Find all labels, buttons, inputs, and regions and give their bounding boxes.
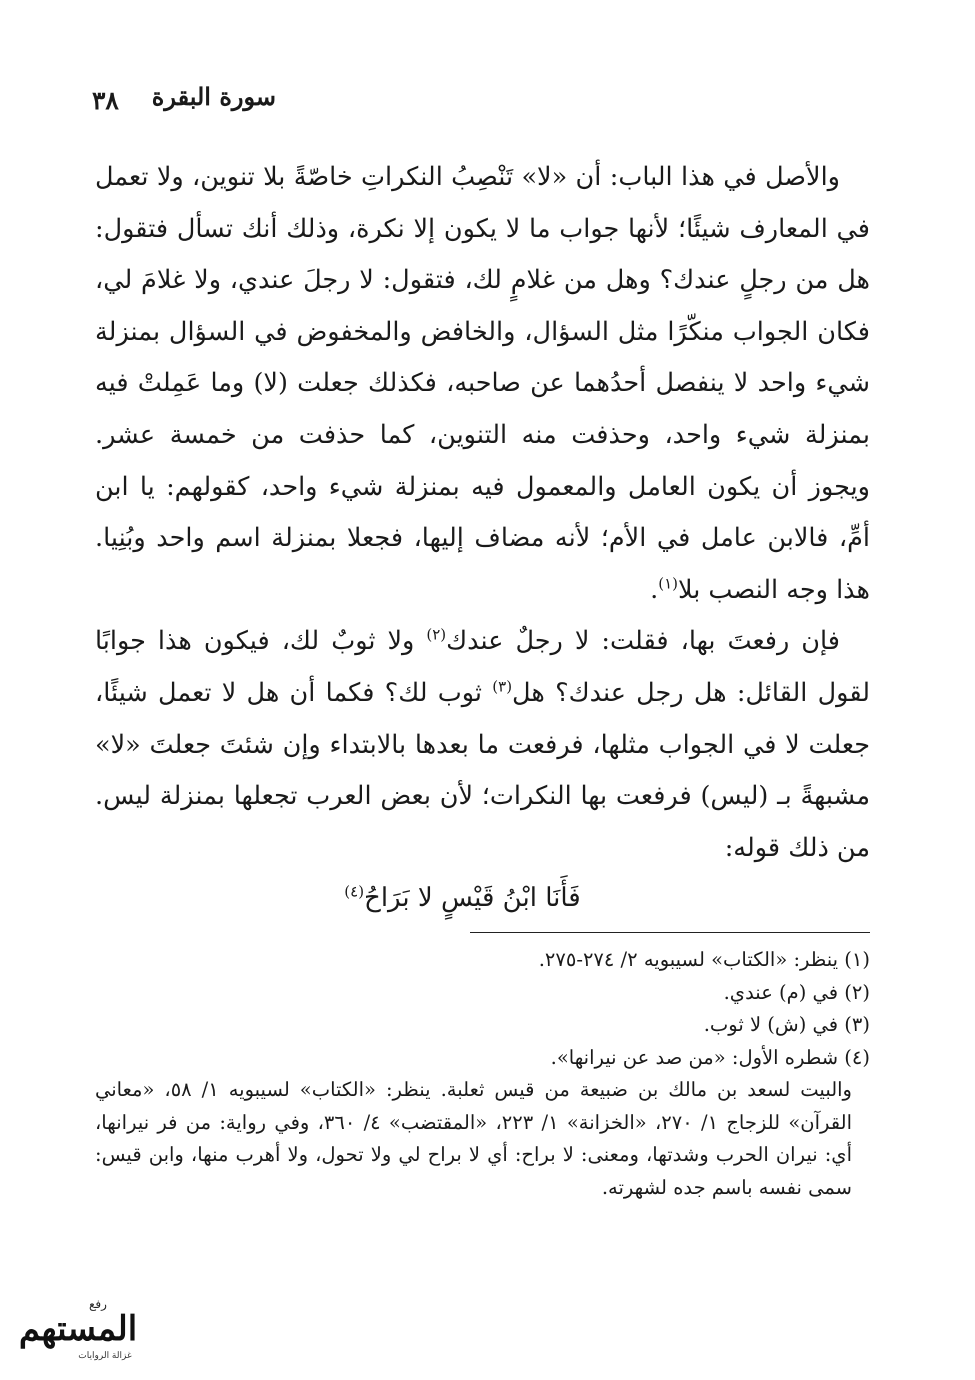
verse-text: فَأَنَا ابْنُ قَيْسٍ لا بَرَاحُ [364, 883, 581, 914]
paragraph-2 [95, 616, 870, 874]
footnote-ref-4[interactable]: (٤) [344, 882, 365, 901]
footnote-4: (٤) شطره الأول: «من صد عن نيرانها». [550, 1045, 870, 1069]
footnote-4-continued: والبيت لسعد بن مالك بن ضبيعة من قيس ثعلبة. ينظر: «الكتاب» لسيبويه ١/ ٥٨، «معاني القرآن» للزجاج ١/ ٢٧٠، «الخزانة» ١/ ٢٢٣، «المقتضب» ٤/ ٣٦٠، وفي رواية: من فر نيرانها، أي: نيران الحرب وشدتها، ومعنى: لا براح: أي لا براح لي ولا تحول، ولا أهرب منها، وابن قيس: سمى نفسه باسم جده لشهرته. [95, 1078, 852, 1199]
paragraph-2-text-a: فإن رفعتَ بها، فقلت: لا رجلٌ عندك [446, 626, 840, 657]
paragraph-2-text-c: ثوب لك؟ فكما أن هل لا تعمل شيئًا، جعلت لا في الجواب مثلها، فرفعت ما بعدها بالابتداء وإن شئتَ جعلتَ «لا» مشبهةً بـ (ليس) فرفعت بها النكرات؛ لأن بعض العرب تجعلها بمنزلة ليس. من ذلك قوله: [95, 677, 870, 863]
surah-title: سورة البقرة [151, 82, 276, 111]
footnote-ref-2[interactable]: (٢) [426, 625, 447, 644]
footnote-1: (١) ينظر: «الكتاب» لسيبويه ٢/ ٢٧٤-٢٧٥. [538, 948, 870, 971]
footnote-3: (٣) في (ش) لا ثوب. [703, 1013, 870, 1036]
footnote-ref-1[interactable]: (١) [658, 574, 678, 593]
logo-top-mark: رفع [89, 1297, 107, 1311]
paragraph-1 [95, 152, 870, 616]
paragraph-2-text-b: ولا ثوبٌ لك، فيكون هذا جوابًا لقول القائل: هل رجل عندك؟ هل [95, 626, 870, 708]
page-header [0, 78, 975, 118]
paragraph-1-text: والأصل في هذا الباب: أن «لا» تَنْصِبُ النكراتِ خاصّةً بلا تنوين، ولا تعمل في المعارف شيئًا؛ لأنها جواب ما لا يكون إلا نكرة، وذلك أنك تسأل فتقول: هل من رجلٍ عندك؟ وهل من غلامٍ لك، فتقول: لا رجلَ عندي، ولا غلامَ لي، فكان الجواب منكّرًا مثل السؤال، والخافض والمخفوض في السؤال بمنزلة شيء واحد لا ينفصل أحدُهما عن صاحبه، فكذلك جعلت (لا) وما عَمِلتْ فيه بمنزلة شيء واحد، وحذفت منه التنوين، كما حذفت من خمسة عشر. ويجوز أن يكون العامل والمعمول فيه بمنزلة شيء واحد، كقولهم: يا ابن أمِّ، فالابن عامل في الأم؛ لأنه مضاف إليها، فجعلا بمنزلة اسم واحد وبُنِيا. هذا وجه النصب بلا [95, 162, 870, 605]
paragraph-1-end: . [650, 574, 659, 605]
publisher-logo [10, 1290, 145, 1365]
footnote-ref-3[interactable]: (٣) [492, 677, 513, 696]
logo-main-text: المستهم [18, 1309, 138, 1349]
main-text [95, 152, 870, 922]
footnote-2: (٢) في (م) عندي. [723, 980, 870, 1004]
footnotes [95, 944, 870, 1204]
poetry-verse [95, 874, 870, 922]
footnote-divider [470, 932, 870, 933]
page-number: ٣٨ [92, 86, 119, 115]
logo-sub-text: غزالة الروايات [78, 1351, 132, 1361]
